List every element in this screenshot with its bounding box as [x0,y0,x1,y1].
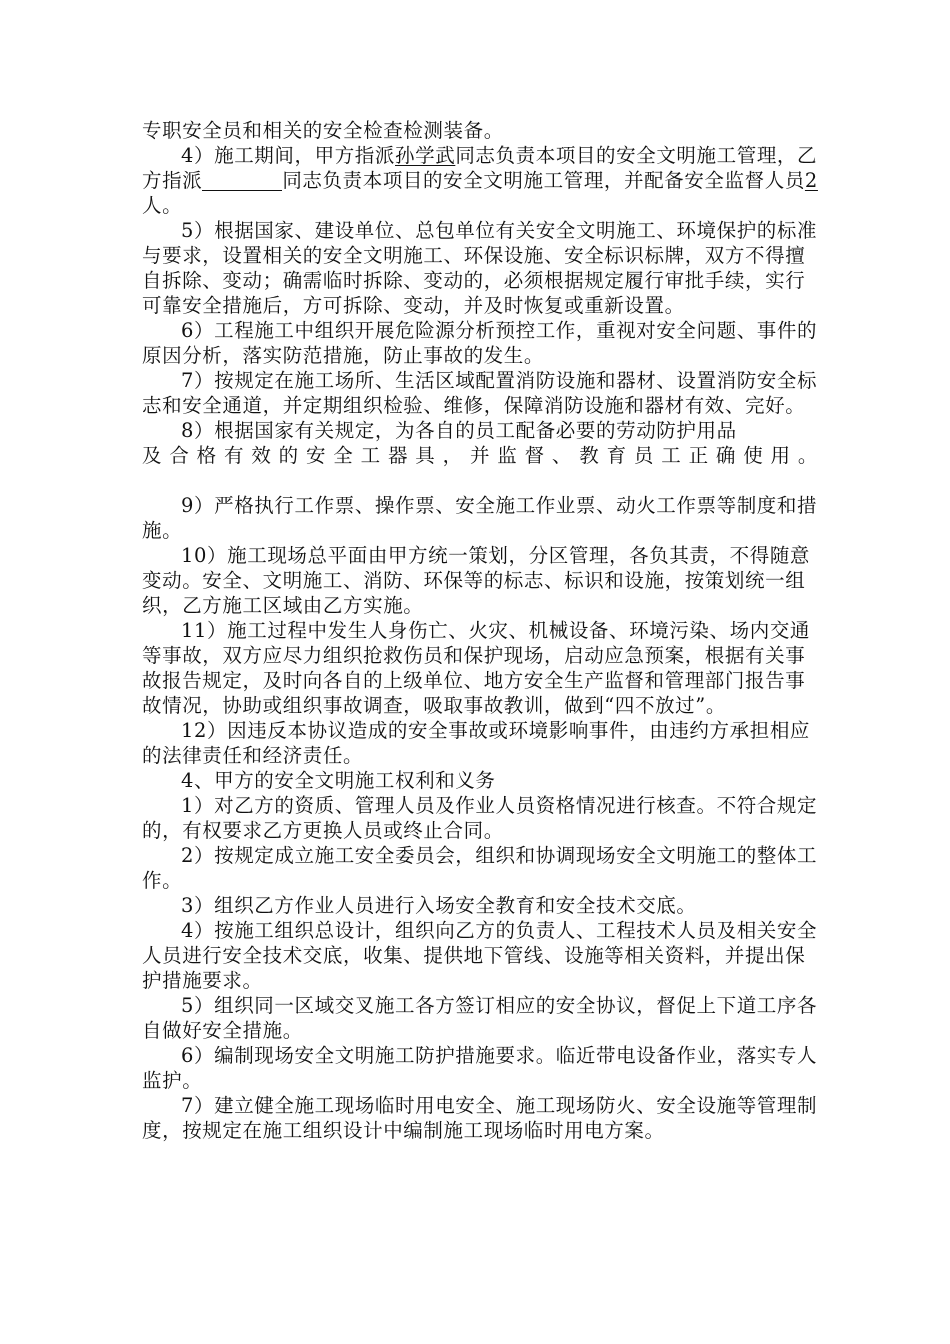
paragraph-gap [142,468,818,493]
duty-item-7: 7）建立健全施工现场临时用电安全、施工现场防火、安全设施等管理制度，按规定在施工组织设计中编制施工现场临时用电方案。 [142,1094,818,1142]
paragraph-item-9: 9）严格执行工作票、操作票、安全施工作业票、动火工作票等制度和措施。 [142,494,818,542]
paragraph-item-12: 12）因违反本协议造成的安全事故或环境影响事件，由违约方承担相应的法律责任和经济责任。 [142,719,811,767]
section-heading-4: 4、甲方的安全文明施工权利和义务 [181,769,496,792]
supervisor-count: 2 [804,169,818,192]
paragraph-item-8-line-1: 8）根据国家有关规定，为各自的员工配备必要的劳动防护用品 [181,419,737,442]
duty-item-3: 3）组织乙方作业人员进行入场安全教育和安全技术交底。 [181,894,697,917]
party-a-representative: 孙学武 [395,144,456,167]
duty-item-6: 6）编制现场安全文明施工防护措施要求。临近带电设备作业，落实专人监护。 [142,1044,818,1092]
item-4-text-c: 同志负责本项目的安全文明施工管理，并配备安全监督人员 [282,169,805,192]
party-b-representative-blank [202,170,282,191]
paragraph-equipment: 专职安全员和相关的安全检查检测装备。 [142,119,504,142]
item-4-text-a: 4）施工期间，甲方指派 [181,144,396,167]
paragraph-item-4 [142,143,818,218]
duty-item-4: 4）按施工组织总设计，组织向乙方的负责人、工程技术人员及相关安全人员进行安全技术交底，收集、提供地下管线、设施等相关资料，并提出保护措施要求。 [142,919,818,992]
paragraph-item-10: 10）施工现场总平面由甲方统一策划，分区管理，各负其责，不得随意变动。安全、文明施工、消防、环保等的标志、标识和设施，按策划统一组织，乙方施工区域由乙方实施。 [142,544,811,617]
duty-item-5: 5）组织同一区域交叉施工各方签订相应的安全协议，督促上下道工序各自做好安全措施。 [142,994,818,1042]
paragraph-item-11: 11）施工过程中发生人身伤亡、火灾、机械设备、环境污染、场内交通等事故，双方应尽力组织抢救伤员和保护现场，启动应急预案，根据有关事故报告规定，及时向各自的上级单位、地方安全生产监督和管理部门报告事故情况，协助或组织事故调查，吸取事故教训，做到“四不放过”。 [142,619,811,717]
document-body [142,118,818,1143]
paragraph-item-5: 5）根据国家、建设单位、总包单位有关安全文明施工、环境保护的标准与要求，设置相关的安全文明施工、环保设施、安全标识标牌，双方不得擅自拆除、变动；确需临时拆除、变动的，必须根据规定履行审批手续，实行可靠安全措施后，方可拆除、变动，并及时恢复或重新设置。 [142,219,818,317]
paragraph-item-7: 7）按规定在施工场所、生活区域配置消防设施和器材、设置消防安全标志和安全通道，并定期组织检验、维修，保障消防设施和器材有效、完好。 [142,369,818,417]
item-4-text-d: 人。 [142,194,183,217]
paragraph-item-8-line-2: 及合格有效的安全工器具，并监督、教育员工正确使用。 [142,444,818,467]
duty-item-2: 2）按规定成立施工安全委员会，组织和协调现场安全文明施工的整体工作。 [142,844,818,892]
paragraph-item-6: 6）工程施工中组织开展危险源分析预控工作，重视对安全问题、事件的原因分析，落实防范措施，防止事故的发生。 [142,319,818,367]
duty-item-1: 1）对乙方的资质、管理人员及作业人员资格情况进行核查。不符合规定的，有权要求乙方更换人员或终止合同。 [142,794,818,842]
item-4-text-b: 同志负责本项目的安全文明施工管理，乙方指派 [142,144,818,192]
